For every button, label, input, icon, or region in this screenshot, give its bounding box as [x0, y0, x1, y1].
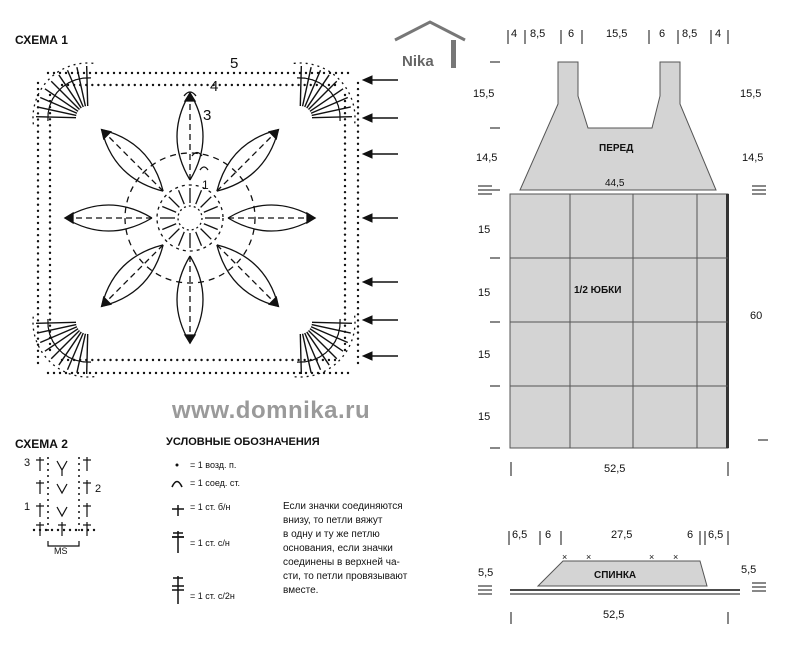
repeat-label: MS: [54, 546, 68, 556]
scheme2-title: СХЕМА 2: [15, 437, 68, 451]
back-top-measure-4: 6: [687, 529, 694, 541]
scheme2-row-2: 2: [95, 483, 102, 495]
join-mark: ×: [673, 552, 679, 562]
back-top-measure-3: 27,5: [611, 529, 633, 541]
back-right-height: 5,5: [741, 564, 757, 576]
front-right-measure-3: 60: [750, 310, 763, 322]
skirt-panel: [510, 194, 728, 448]
skirt-shadow: [726, 194, 729, 448]
front-top-measure-2: 8,5: [530, 28, 546, 40]
watermark: www.domnika.ru: [172, 397, 371, 424]
front-top-measure-1: 4: [511, 28, 518, 40]
skirt-label: 1/2 ЮБКИ: [574, 285, 622, 296]
front-left-measure-4: 15: [478, 287, 491, 299]
front-top-measure-5: 6: [659, 28, 666, 40]
join-mark: ×: [649, 552, 655, 562]
legend-item-chain: = 1 возд. п.: [190, 460, 237, 470]
front-left-measure-1: 15,5: [473, 88, 495, 100]
legend-item-tr: = 1 ст. с/2н: [190, 591, 235, 601]
legend-item-sc: = 1 ст. б/н: [190, 502, 231, 512]
front-bottom-width: 52,5: [604, 463, 626, 475]
scheme1-title: СХЕМА 1: [15, 33, 68, 47]
join-mark: ×: [562, 552, 568, 562]
back-top-measure-5: 6,5: [708, 529, 724, 541]
legend-item-slip: = 1 соед. ст.: [190, 478, 241, 488]
front-top-measure-7: 4: [715, 28, 722, 40]
front-right-measure-1: 15,5: [740, 88, 762, 100]
front-left-measure-5: 15: [478, 349, 491, 361]
row-number-1: 1: [202, 178, 209, 192]
front-left-measure-2: 14,5: [476, 152, 498, 164]
row-number-4: 4: [210, 78, 219, 95]
logo-text: Nika: [402, 53, 434, 70]
legend-item-dc: = 1 ст. с/н: [190, 538, 230, 548]
row-number-5: 5: [230, 55, 239, 72]
back-top-measure-1: 6,5: [512, 529, 528, 541]
front-right-measure-2: 14,5: [742, 152, 764, 164]
front-left-measure-6: 15: [478, 411, 491, 423]
back-bottom-width: 52,5: [603, 609, 625, 621]
front-top-measure-6: 8,5: [682, 28, 698, 40]
front-top-measure-3: 6: [568, 28, 575, 40]
back-label: СПИНКА: [594, 570, 637, 581]
back-left-height: 5,5: [478, 567, 494, 579]
front-left-measure-3: 15: [478, 224, 491, 236]
join-mark: ×: [586, 552, 592, 562]
yoke-width: 44,5: [605, 178, 625, 189]
row-number-3: 3: [203, 107, 212, 124]
legend-note: Если значки соединяются внизу, то петли вяжут в одну и ту же петлю основания, если значки соединены в верхней ча- сти, то петли провязывают вместе.: [283, 501, 408, 596]
legend-title: УСЛОВНЫЕ ОБОЗНАЧЕНИЯ: [166, 436, 320, 448]
front-bodice: [520, 62, 716, 190]
scheme2-row-3: 3: [24, 457, 31, 469]
front-top-measure-4: 15,5: [606, 28, 628, 40]
back-top-measure-2: 6: [545, 529, 552, 541]
scheme2-row-1: 1: [24, 501, 31, 513]
front-label: ПЕРЕД: [599, 143, 634, 154]
